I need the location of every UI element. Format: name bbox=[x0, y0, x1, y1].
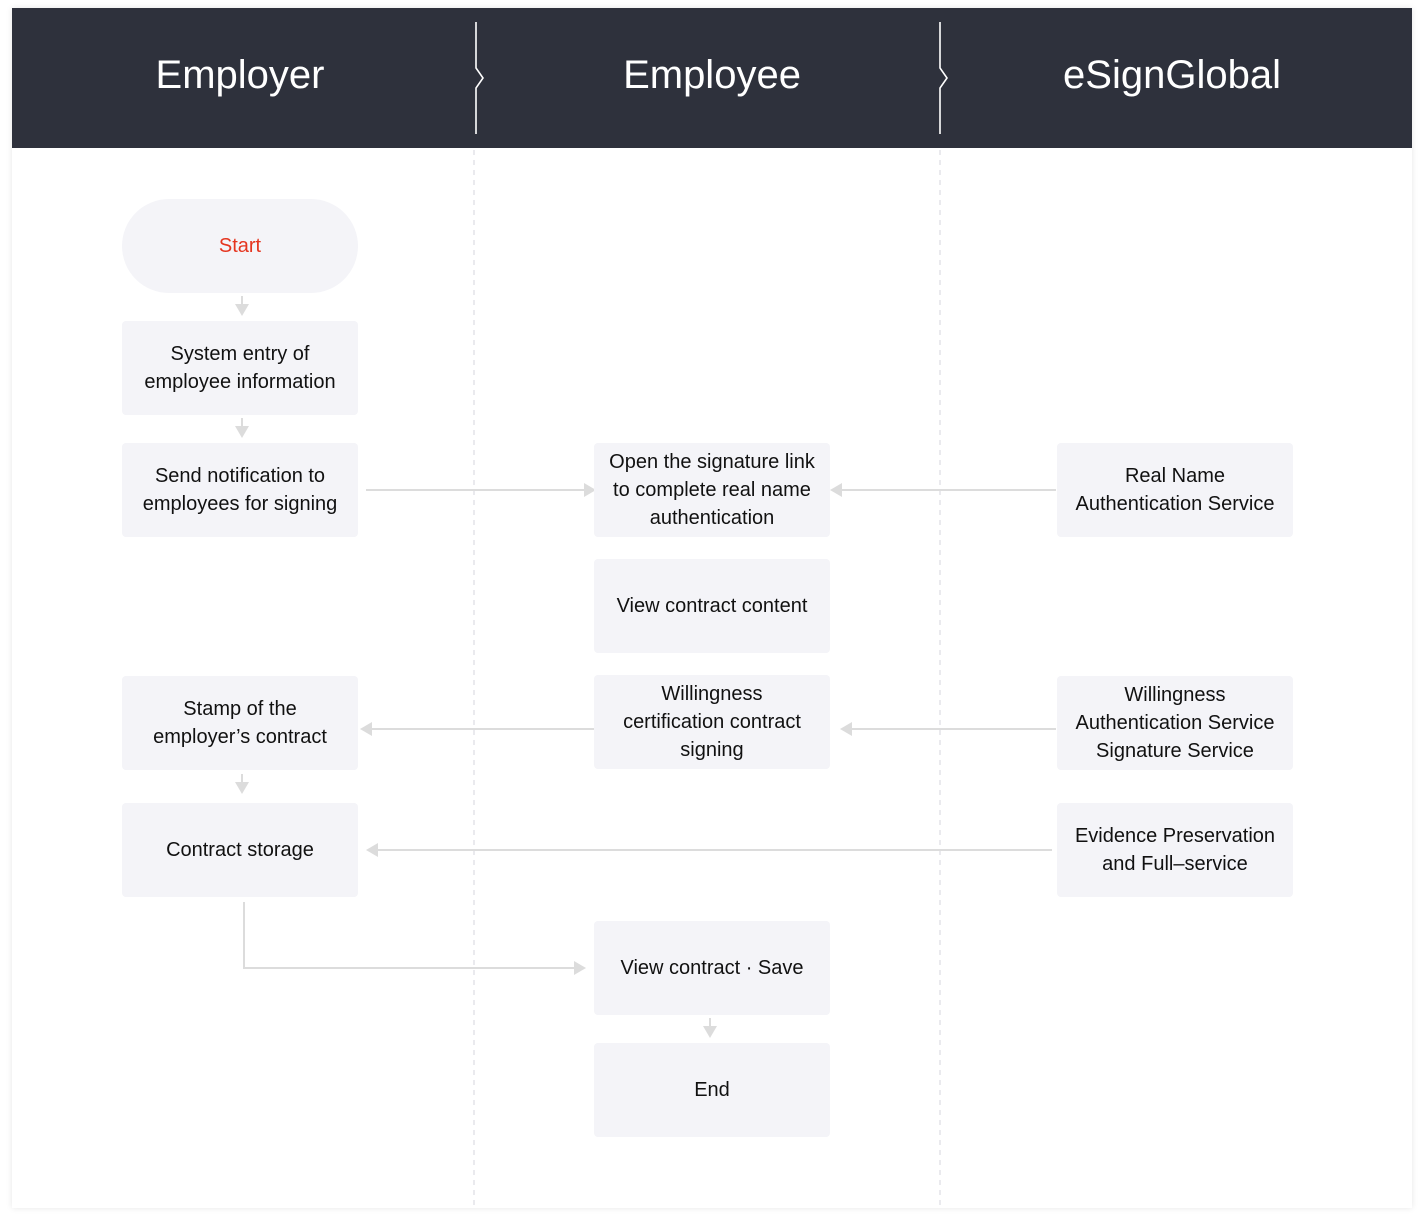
node-stamp-employer-contract: Stamp of the employer’s contract bbox=[122, 676, 358, 770]
node-evidence-preservation: Evidence Preservation and Full–service bbox=[1057, 803, 1293, 897]
node-willingness-signing: Willingness certification contract signing bbox=[594, 675, 830, 769]
node-view-contract-content: View contract content bbox=[594, 559, 830, 653]
lane-title-esignglobal: eSignGlobal bbox=[1063, 53, 1281, 97]
lane-title-employer: Employer bbox=[155, 53, 325, 97]
arrow-evidence-to-storage bbox=[366, 843, 1052, 857]
arrow-realname-to-open-link bbox=[830, 483, 1056, 497]
node-system-entry: System entry of employee information bbox=[122, 321, 358, 415]
node-contract-storage: Contract storage bbox=[122, 803, 358, 897]
arrow-storage-to-view-save bbox=[244, 902, 586, 975]
node-real-name-auth-service: Real Name Authentication Service bbox=[1057, 443, 1293, 537]
arrow-entry-to-notification bbox=[235, 418, 249, 438]
node-willingness-service: Willingness Authentication Service Signature Service bbox=[1057, 676, 1293, 770]
lane-title-employee: Employee bbox=[623, 53, 801, 97]
arrow-willingness-service-to-signing bbox=[840, 722, 1056, 736]
arrow-stamp-to-storage bbox=[235, 774, 249, 794]
start-node: Start bbox=[122, 199, 358, 293]
node-view-contract-save: View contract · Save bbox=[594, 921, 830, 1015]
node-send-notification: Send notification to employees for signing bbox=[122, 443, 358, 537]
arrow-view-save-to-end bbox=[703, 1018, 717, 1038]
end-node: End bbox=[594, 1043, 830, 1137]
arrow-willingness-signing-to-stamp bbox=[360, 722, 594, 736]
arrow-start-to-entry bbox=[235, 296, 249, 316]
node-open-signature-link: Open the signature link to complete real name authentication bbox=[594, 443, 830, 537]
arrow-notification-to-open-link bbox=[366, 483, 596, 497]
